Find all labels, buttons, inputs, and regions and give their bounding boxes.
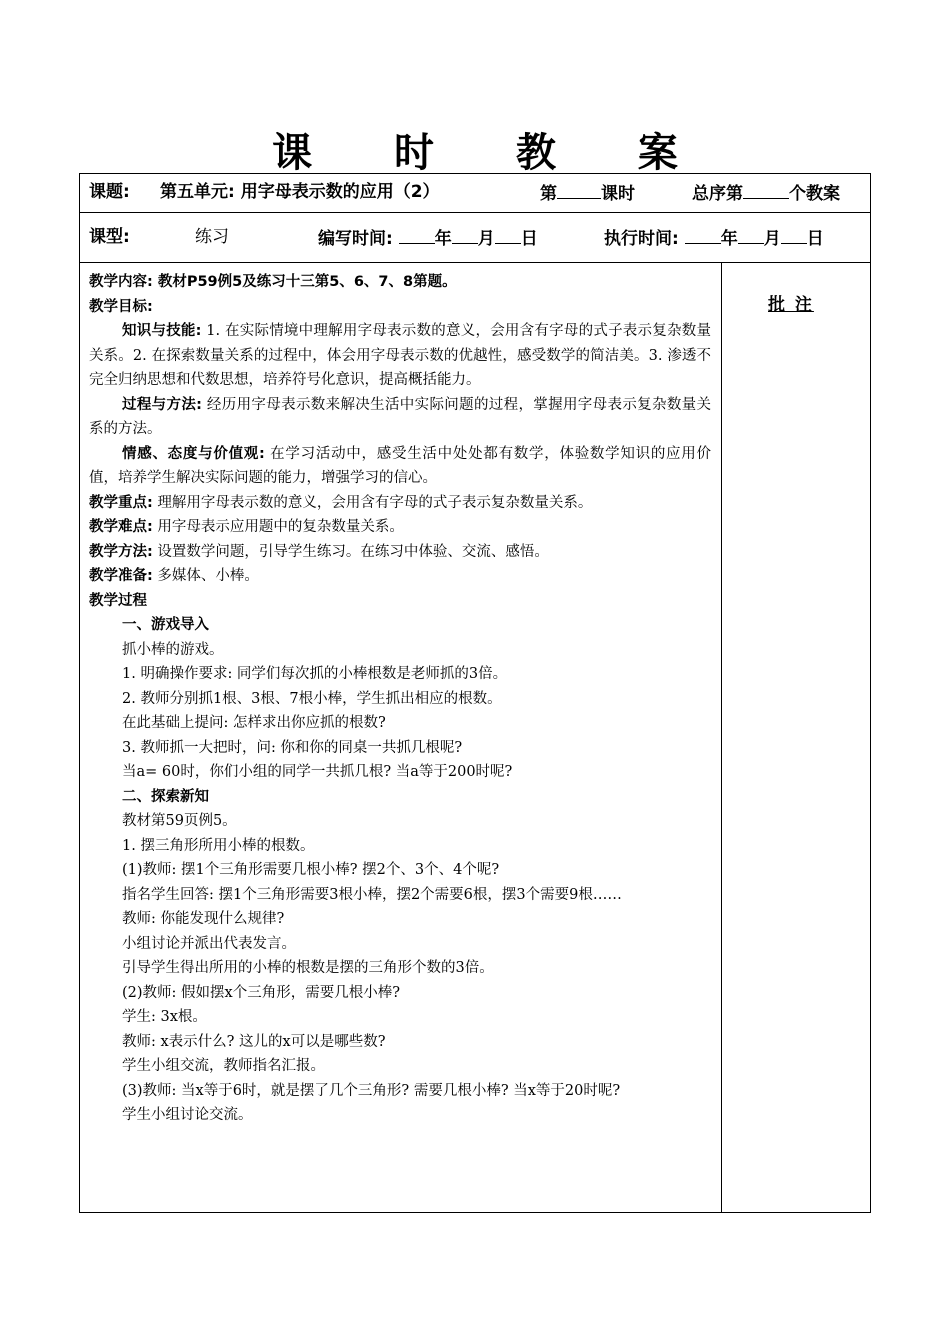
lesson-content: [89, 270, 711, 1128]
topic-value: 第五单元: 用字母表示数的应用（2）: [160, 182, 440, 202]
section-heading-1: 一、游戏导入: [122, 617, 209, 633]
procedure-line: 小组讨论并派出代表发言。: [122, 935, 296, 952]
objectives-label: 教学目标:: [89, 298, 153, 315]
procedure-line: (2)教师: 假如摆x个三角形，需要几根小棒?: [122, 984, 400, 1001]
procedure-line: 引导学生得出所用的小棒的根数是摆的三角形个数的3倍。: [122, 960, 494, 976]
column-divider: [721, 262, 722, 1212]
exec-time-field: 执行时间: 年 月 日: [604, 225, 824, 251]
topic-label: 课题:: [89, 182, 130, 202]
difficult-point: 教学难点: 用字母表示应用题中的复杂数量关系。: [89, 519, 404, 535]
teaching-content: 教学内容: 教材P59例5及练习十三第5、6、7、8第题。: [89, 274, 457, 290]
key-point: 教学重点: 理解用字母表示数的意义，会用含有字母的式子表示复杂数量关系。: [89, 494, 593, 511]
process-objective: 过程与方法: 经历用字母表示数来解决生活中实际问题的过程，掌握用字母表示复杂数量关系的方法。: [89, 396, 711, 437]
annotation-header: 批 注: [768, 295, 814, 315]
procedure-line: 1. 明确操作要求: 同学们每次抓的小棒根数是老师抓的3倍。: [122, 666, 508, 682]
procedure-line: 学生小组讨论交流。: [122, 1107, 253, 1123]
header-row-type: [80, 212, 870, 263]
procedure-line: 教师: x表示什么? 这儿的x可以是哪些数?: [122, 1033, 386, 1050]
order-number-field: 总序第 个教案: [692, 180, 840, 206]
procedure-line: 教材第59页例5。: [122, 813, 237, 829]
procedure-line: 学生小组交流，教师指名汇报。: [122, 1058, 325, 1074]
knowledge-objective: 知识与技能: 1. 在实际情境中理解用字母表示数的意义，会用含有字母的式子表示复杂数量关系。2. 在探索数量关系的过程中，体会用字母表示数的优越性，感受数学的简洁美。3. 渗透不完全归纳思想和代数思想，培养符号化意识，提高概括能力。: [89, 323, 711, 388]
procedure-line: 1. 摆三角形所用小棒的根数。: [122, 837, 315, 854]
emotion-objective: 情感、态度与价值观: 在学习活动中，感受生活中处处都有数学，体验数学知识的应用价值，培养学生解决实际问题的能力，增强学习的信心。: [89, 445, 711, 486]
header-row-topic: [80, 174, 870, 213]
procedure-line: 3. 教师抓一大把时，问: 你和你的同桌一共抓几根呢?: [122, 739, 463, 756]
procedure-line: 当a= 60时，你们小组的同学一共抓几根? 当a等于200时呢?: [122, 764, 513, 780]
teaching-prep: 教学准备: 多媒体、小棒。: [89, 568, 259, 584]
lesson-plan-table: [79, 173, 871, 1213]
procedure-line: 教师: 你能发现什么规律?: [122, 911, 285, 927]
page-title: 课 时 教 案: [272, 130, 712, 176]
write-time-field: 编写时间: 年 月 日: [318, 225, 538, 251]
procedure-line: 学生: 3x根。: [122, 1009, 207, 1025]
procedure-line: (3)教师: 当x等于6时，就是摆了几个三角形? 需要几根小棒? 当x等于20时呢?: [122, 1082, 621, 1099]
procedure-line: (1)教师: 摆1个三角形需要几根小棒? 摆2个、3个、4个呢?: [122, 862, 500, 878]
type-label: 课型:: [89, 227, 130, 247]
procedure-line: 指名学生回答: 摆1个三角形需要3根小棒，摆2个需要6根，摆3个需要9根……: [122, 886, 622, 903]
procedure-label: 教学过程: [89, 592, 147, 609]
lesson-number-field: 第 课时: [540, 180, 635, 206]
procedure-line: 在此基础上提问: 怎样求出你应抓的根数?: [122, 715, 386, 731]
section-heading-2: 二、探索新知: [122, 788, 209, 805]
type-value: 练习: [195, 227, 229, 247]
procedure-line: 2. 教师分别抓1根、3根、7根小棒，学生抓出相应的根数。: [122, 690, 502, 707]
procedure-line: 抓小棒的游戏。: [122, 641, 224, 658]
teaching-method: 教学方法: 设置数学问题，引导学生练习。在练习中体验、交流、感悟。: [89, 543, 549, 560]
